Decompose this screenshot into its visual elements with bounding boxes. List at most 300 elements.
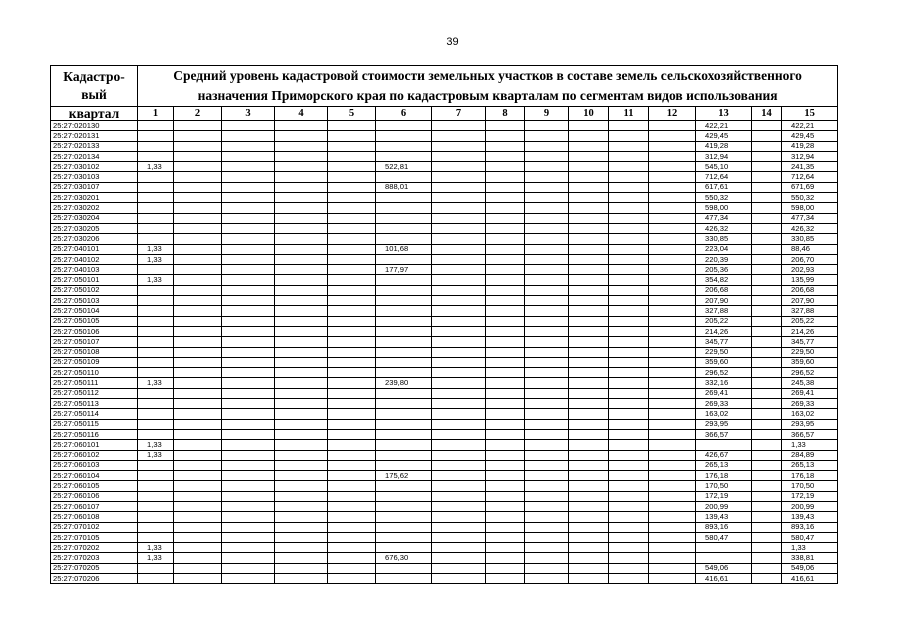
value-cell-col-6 — [376, 234, 432, 244]
empty-cell — [486, 337, 525, 347]
empty-cell — [486, 265, 525, 275]
value-cell-col-13: 296,52 — [696, 368, 752, 378]
empty-cell — [609, 450, 649, 460]
empty-cell — [174, 471, 222, 481]
empty-cell — [649, 532, 696, 542]
empty-cell — [328, 162, 376, 172]
empty-cell — [275, 563, 328, 573]
empty-cell — [275, 501, 328, 511]
empty-cell — [525, 275, 569, 285]
value-cell-col-15: 214,26 — [782, 326, 838, 336]
empty-cell — [525, 563, 569, 573]
value-cell-col-1 — [138, 121, 174, 131]
table-row — [51, 347, 838, 357]
table-row — [51, 203, 838, 213]
value-cell-col-1 — [138, 141, 174, 151]
empty-cell — [569, 460, 609, 470]
empty-cell — [752, 357, 782, 367]
empty-cell — [486, 388, 525, 398]
empty-cell — [174, 193, 222, 203]
empty-cell — [569, 419, 609, 429]
empty-cell — [174, 326, 222, 336]
empty-cell — [752, 450, 782, 460]
empty-cell — [486, 522, 525, 532]
value-cell-col-13: 229,50 — [696, 347, 752, 357]
empty-cell — [569, 512, 609, 522]
table-row — [51, 141, 838, 151]
column-number: 15 — [782, 107, 838, 121]
table-row — [51, 182, 838, 192]
empty-cell — [275, 326, 328, 336]
empty-cell — [432, 265, 486, 275]
empty-cell — [222, 522, 275, 532]
empty-cell — [432, 296, 486, 306]
empty-cell — [486, 563, 525, 573]
empty-cell — [174, 450, 222, 460]
value-cell-col-6: 175,62 — [376, 471, 432, 481]
value-cell-col-6 — [376, 563, 432, 573]
empty-cell — [649, 306, 696, 316]
empty-cell — [752, 316, 782, 326]
table-row — [51, 460, 838, 470]
value-cell-col-15: 163,02 — [782, 409, 838, 419]
empty-cell — [525, 265, 569, 275]
value-cell-col-13: 598,00 — [696, 203, 752, 213]
empty-cell — [174, 203, 222, 213]
empty-cell — [752, 532, 782, 542]
cadastral-quarter-cell: 25:27:050108 — [51, 347, 138, 357]
empty-cell — [174, 440, 222, 450]
cadastral-quarter-cell: 25:27:050107 — [51, 337, 138, 347]
column-number: 8 — [486, 107, 525, 121]
empty-cell — [569, 574, 609, 584]
empty-cell — [275, 193, 328, 203]
empty-cell — [174, 121, 222, 131]
empty-cell — [222, 172, 275, 182]
empty-cell — [609, 213, 649, 223]
value-cell-col-6 — [376, 574, 432, 584]
empty-cell — [432, 481, 486, 491]
empty-cell — [569, 151, 609, 161]
empty-cell — [486, 409, 525, 419]
empty-cell — [649, 512, 696, 522]
cadastral-quarter-cell: 25:27:020130 — [51, 121, 138, 131]
empty-cell — [432, 275, 486, 285]
empty-cell — [649, 368, 696, 378]
cadastral-quarter-cell: 25:27:070203 — [51, 553, 138, 563]
column-number: 7 — [432, 107, 486, 121]
empty-cell — [649, 275, 696, 285]
value-cell-col-13: 269,33 — [696, 399, 752, 409]
value-cell-col-15: 269,33 — [782, 399, 838, 409]
value-cell-col-15: 1,33 — [782, 440, 838, 450]
empty-cell — [486, 450, 525, 460]
empty-cell — [525, 182, 569, 192]
empty-cell — [328, 141, 376, 151]
empty-cell — [174, 347, 222, 357]
empty-cell — [328, 553, 376, 563]
empty-cell — [328, 223, 376, 233]
empty-cell — [752, 409, 782, 419]
empty-cell — [432, 306, 486, 316]
cadastral-quarter-cell: 25:27:050109 — [51, 357, 138, 367]
cadastral-quarter-cell: 25:27:050116 — [51, 429, 138, 439]
table-body — [51, 121, 838, 584]
empty-cell — [328, 213, 376, 223]
empty-cell — [752, 162, 782, 172]
empty-cell — [328, 357, 376, 367]
empty-cell — [432, 409, 486, 419]
empty-cell — [752, 501, 782, 511]
value-cell-col-1 — [138, 326, 174, 336]
value-cell-col-6 — [376, 285, 432, 295]
cadastral-quarter-cell: 25:27:070206 — [51, 574, 138, 584]
value-cell-col-15: 366,57 — [782, 429, 838, 439]
value-cell-col-6 — [376, 254, 432, 264]
value-cell-col-1 — [138, 285, 174, 295]
cadastral-quarter-cell: 25:27:050103 — [51, 296, 138, 306]
empty-cell — [222, 244, 275, 254]
empty-cell — [569, 553, 609, 563]
empty-cell — [609, 388, 649, 398]
empty-cell — [486, 471, 525, 481]
value-cell-col-1 — [138, 563, 174, 573]
empty-cell — [609, 223, 649, 233]
value-cell-col-6 — [376, 223, 432, 233]
empty-cell — [752, 285, 782, 295]
cadastral-quarter-cell: 25:27:060101 — [51, 440, 138, 450]
table-row — [51, 172, 838, 182]
value-cell-col-6 — [376, 151, 432, 161]
value-cell-col-1 — [138, 357, 174, 367]
empty-cell — [486, 378, 525, 388]
empty-cell — [486, 131, 525, 141]
empty-cell — [275, 265, 328, 275]
value-cell-col-13: 312,94 — [696, 151, 752, 161]
empty-cell — [609, 121, 649, 131]
value-cell-col-13: 416,61 — [696, 574, 752, 584]
value-cell-col-15: 172,19 — [782, 491, 838, 501]
value-cell-col-15: 88,46 — [782, 244, 838, 254]
empty-cell — [328, 326, 376, 336]
empty-cell — [569, 471, 609, 481]
empty-cell — [222, 285, 275, 295]
empty-cell — [569, 162, 609, 172]
empty-cell — [275, 388, 328, 398]
value-cell-col-15: 206,68 — [782, 285, 838, 295]
value-cell-col-13: 419,28 — [696, 141, 752, 151]
column-number: 6 — [376, 107, 432, 121]
empty-cell — [174, 234, 222, 244]
empty-cell — [328, 121, 376, 131]
value-cell-col-6 — [376, 193, 432, 203]
empty-cell — [569, 378, 609, 388]
empty-cell — [275, 378, 328, 388]
table-row — [51, 419, 838, 429]
value-cell-col-1 — [138, 512, 174, 522]
empty-cell — [174, 501, 222, 511]
empty-cell — [328, 543, 376, 553]
empty-cell — [222, 203, 275, 213]
empty-cell — [525, 357, 569, 367]
empty-cell — [649, 296, 696, 306]
empty-cell — [174, 574, 222, 584]
empty-cell — [328, 501, 376, 511]
empty-cell — [525, 172, 569, 182]
value-cell-col-1 — [138, 491, 174, 501]
empty-cell — [174, 244, 222, 254]
empty-cell — [328, 378, 376, 388]
empty-cell — [222, 501, 275, 511]
empty-cell — [525, 481, 569, 491]
empty-cell — [222, 450, 275, 460]
empty-cell — [432, 522, 486, 532]
value-cell-col-15: 416,61 — [782, 574, 838, 584]
empty-cell — [609, 306, 649, 316]
empty-cell — [569, 172, 609, 182]
empty-cell — [569, 254, 609, 264]
empty-cell — [222, 162, 275, 172]
empty-cell — [222, 213, 275, 223]
empty-cell — [486, 162, 525, 172]
value-cell-col-6 — [376, 121, 432, 131]
value-cell-col-6 — [376, 522, 432, 532]
empty-cell — [328, 388, 376, 398]
empty-cell — [569, 244, 609, 254]
empty-cell — [569, 213, 609, 223]
table-row — [51, 378, 838, 388]
cadastral-quarter-cell: 25:27:070202 — [51, 543, 138, 553]
header-left-line: Кадастро- — [63, 69, 125, 84]
value-cell-col-1 — [138, 409, 174, 419]
empty-cell — [609, 162, 649, 172]
empty-cell — [752, 491, 782, 501]
empty-cell — [752, 563, 782, 573]
value-cell-col-15: 893,16 — [782, 522, 838, 532]
empty-cell — [569, 265, 609, 275]
empty-cell — [328, 131, 376, 141]
value-cell-col-13: 170,50 — [696, 481, 752, 491]
value-cell-col-15: 284,89 — [782, 450, 838, 460]
column-number: 9 — [525, 107, 569, 121]
empty-cell — [174, 357, 222, 367]
empty-cell — [174, 388, 222, 398]
table-row — [51, 296, 838, 306]
cadastral-quarter-cell: 25:27:020131 — [51, 131, 138, 141]
table-row — [51, 337, 838, 347]
empty-cell — [432, 316, 486, 326]
empty-cell — [752, 254, 782, 264]
empty-cell — [609, 316, 649, 326]
value-cell-col-1 — [138, 316, 174, 326]
empty-cell — [328, 285, 376, 295]
value-cell-col-1 — [138, 172, 174, 182]
value-cell-col-13: 429,45 — [696, 131, 752, 141]
empty-cell — [649, 141, 696, 151]
table-row — [51, 574, 838, 584]
empty-cell — [275, 347, 328, 357]
value-cell-col-6 — [376, 419, 432, 429]
value-cell-col-1 — [138, 399, 174, 409]
table-row — [51, 357, 838, 367]
empty-cell — [275, 141, 328, 151]
value-cell-col-15: 170,50 — [782, 481, 838, 491]
empty-cell — [174, 378, 222, 388]
empty-cell — [609, 244, 649, 254]
empty-cell — [222, 368, 275, 378]
value-cell-col-15: 241,35 — [782, 162, 838, 172]
empty-cell — [752, 223, 782, 233]
empty-cell — [569, 481, 609, 491]
value-cell-col-1 — [138, 574, 174, 584]
table-row — [51, 522, 838, 532]
column-number: 3 — [222, 107, 275, 121]
empty-cell — [275, 172, 328, 182]
value-cell-col-1 — [138, 265, 174, 275]
column-number: 14 — [752, 107, 782, 121]
empty-cell — [649, 244, 696, 254]
empty-cell — [222, 543, 275, 553]
empty-cell — [525, 450, 569, 460]
empty-cell — [222, 471, 275, 481]
value-cell-col-6 — [376, 481, 432, 491]
value-cell-col-13: 426,32 — [696, 223, 752, 233]
value-cell-col-1 — [138, 429, 174, 439]
empty-cell — [752, 429, 782, 439]
empty-cell — [486, 275, 525, 285]
value-cell-col-6 — [376, 460, 432, 470]
value-cell-col-1 — [138, 337, 174, 347]
cadastral-quarter-cell: 25:27:020133 — [51, 141, 138, 151]
table-row — [51, 213, 838, 223]
empty-cell — [275, 213, 328, 223]
value-cell-col-1 — [138, 460, 174, 470]
empty-cell — [649, 223, 696, 233]
empty-cell — [752, 378, 782, 388]
empty-cell — [432, 553, 486, 563]
value-cell-col-1 — [138, 131, 174, 141]
empty-cell — [222, 337, 275, 347]
page-number: 39 — [446, 36, 459, 48]
empty-cell — [486, 151, 525, 161]
empty-cell — [609, 399, 649, 409]
value-cell-col-1: 1,33 — [138, 553, 174, 563]
empty-cell — [486, 182, 525, 192]
cadastral-quarter-cell: 25:27:050110 — [51, 368, 138, 378]
value-cell-col-13: 205,36 — [696, 265, 752, 275]
empty-cell — [432, 213, 486, 223]
empty-cell — [222, 563, 275, 573]
empty-cell — [569, 203, 609, 213]
table-row — [51, 254, 838, 264]
empty-cell — [275, 491, 328, 501]
empty-cell — [609, 254, 649, 264]
empty-cell — [174, 296, 222, 306]
empty-cell — [174, 316, 222, 326]
empty-cell — [275, 131, 328, 141]
empty-cell — [752, 265, 782, 275]
value-cell-col-15: 200,99 — [782, 501, 838, 511]
value-cell-col-15: 202,93 — [782, 265, 838, 275]
empty-cell — [275, 182, 328, 192]
empty-cell — [432, 378, 486, 388]
empty-cell — [569, 532, 609, 542]
empty-cell — [174, 275, 222, 285]
empty-cell — [275, 512, 328, 522]
empty-cell — [525, 223, 569, 233]
empty-cell — [569, 440, 609, 450]
value-cell-col-1 — [138, 223, 174, 233]
value-cell-col-6 — [376, 368, 432, 378]
empty-cell — [609, 532, 649, 542]
value-cell-col-13: 327,88 — [696, 306, 752, 316]
empty-cell — [328, 491, 376, 501]
header-left-line: вый — [81, 87, 107, 102]
column-number: 13 — [696, 107, 752, 121]
empty-cell — [649, 481, 696, 491]
value-cell-col-15: 359,60 — [782, 357, 838, 367]
table-row — [51, 450, 838, 460]
empty-cell — [609, 285, 649, 295]
value-cell-col-6: 888,01 — [376, 182, 432, 192]
cadastral-quarter-cell: 25:27:030201 — [51, 193, 138, 203]
empty-cell — [525, 471, 569, 481]
value-cell-col-1: 1,33 — [138, 378, 174, 388]
value-cell-col-15: 429,45 — [782, 131, 838, 141]
empty-cell — [328, 532, 376, 542]
empty-cell — [275, 522, 328, 532]
empty-cell — [525, 512, 569, 522]
empty-cell — [486, 368, 525, 378]
value-cell-col-15: 139,43 — [782, 512, 838, 522]
empty-cell — [275, 254, 328, 264]
empty-cell — [432, 337, 486, 347]
empty-cell — [609, 203, 649, 213]
empty-cell — [432, 326, 486, 336]
value-cell-col-15: 580,47 — [782, 532, 838, 542]
empty-cell — [569, 182, 609, 192]
empty-cell — [525, 193, 569, 203]
value-cell-col-1 — [138, 481, 174, 491]
table-row — [51, 234, 838, 244]
column-number: 10 — [569, 107, 609, 121]
empty-cell — [569, 316, 609, 326]
cadastral-quarter-cell: 25:27:030204 — [51, 213, 138, 223]
table-row — [51, 388, 838, 398]
value-cell-col-6 — [376, 131, 432, 141]
empty-cell — [649, 460, 696, 470]
table-row — [51, 429, 838, 439]
value-cell-col-13: 200,99 — [696, 501, 752, 511]
empty-cell — [275, 275, 328, 285]
empty-cell — [432, 419, 486, 429]
cadastral-quarter-cell: 25:27:030102 — [51, 162, 138, 172]
empty-cell — [486, 553, 525, 563]
empty-cell — [752, 574, 782, 584]
table-row — [51, 244, 838, 254]
empty-cell — [649, 326, 696, 336]
cadastral-quarter-cell: 25:27:070205 — [51, 563, 138, 573]
empty-cell — [174, 151, 222, 161]
value-cell-col-1: 1,33 — [138, 162, 174, 172]
empty-cell — [569, 223, 609, 233]
header-left-line: квартал — [51, 107, 138, 121]
empty-cell — [222, 378, 275, 388]
empty-cell — [752, 512, 782, 522]
value-cell-col-6 — [376, 532, 432, 542]
empty-cell — [432, 574, 486, 584]
value-cell-col-13: 332,16 — [696, 378, 752, 388]
